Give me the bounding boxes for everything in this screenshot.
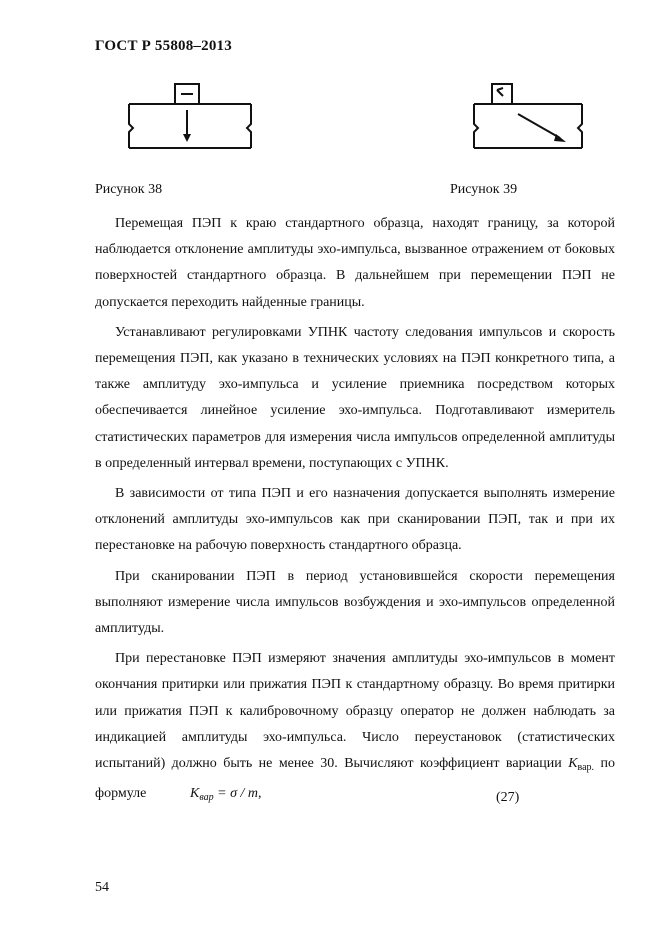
- coefficient-subscript: вар.: [577, 762, 595, 774]
- formula-intro-suffix: по формуле: [95, 756, 615, 802]
- body-text: [95, 211, 615, 807]
- figure-39-diagram: [470, 80, 600, 152]
- paragraph-with-formula-intro: [95, 646, 615, 807]
- figure-38-caption: Рисунок 38: [95, 182, 163, 197]
- figure-39-caption: Рисунок 39: [450, 182, 518, 197]
- paragraph: В зависимости от типа ПЭП и его назначения допускается выполнять измерение отклонений амплитуды эхо-импульсов как при сканировании ПЭП, так и при их перестановке на рабочую поверхность стандартного образца.: [95, 486, 615, 554]
- equation-number: (27): [496, 790, 520, 805]
- formula-lhs-subscript: вар: [199, 792, 214, 803]
- paragraph: Перемещая ПЭП к краю стандартного образца, находят границу, за которой наблюдается отклонение амплитуды эхо-импульса, вызванное отражением от боковых поверхностей стандартного образца. В дальнейшем при перемещении ПЭП не допускается переходить найденные границы.: [95, 216, 615, 310]
- coefficient-symbol: K: [568, 756, 578, 772]
- paragraph: Устанавливают регулировками УПНК частоту следования импульсов и скорость перемещения ПЭП, как указано в технических условиях на ПЭП конкретного типа, а также амплитуду эхо-импульса и усиление приемника посредством которых обеспечивается линейное усиление эхо-импульса. Подготавливают измеритель статистических параметров для измерения числа импульсов определенной амплитуды в определенный интервал времени, поступающих с УПНК.: [95, 324, 615, 471]
- paragraph: При перестановке ПЭП измеряют значения амплитуды эхо-импульсов в момент окончания притирки или прижатия ПЭП к стандартному образцу. Во время притирки или прижатия ПЭП к калибровочному образцу оператор не должен наблюдать за индикацией амплитуды эхо-импульса. Число переустановок (статистических испытаний) должно быть не менее 30. Вычисляют коэффициент вариации: [95, 651, 615, 772]
- formula-rhs: = σ / m: [213, 786, 258, 801]
- page-number: 54: [95, 880, 109, 895]
- formula-comma: ,: [257, 786, 262, 801]
- document-header: ГОСТ Р 55808–2013: [95, 38, 232, 54]
- paragraph: При сканировании ПЭП в период установившейся скорости перемещения выполняют измерение числа импульсов возбуждения и эхо-импульсов определенной амплитуды.: [95, 568, 615, 637]
- figure-38-diagram: [125, 80, 255, 152]
- formula-27: [190, 786, 261, 803]
- formula-lhs: K: [190, 786, 200, 801]
